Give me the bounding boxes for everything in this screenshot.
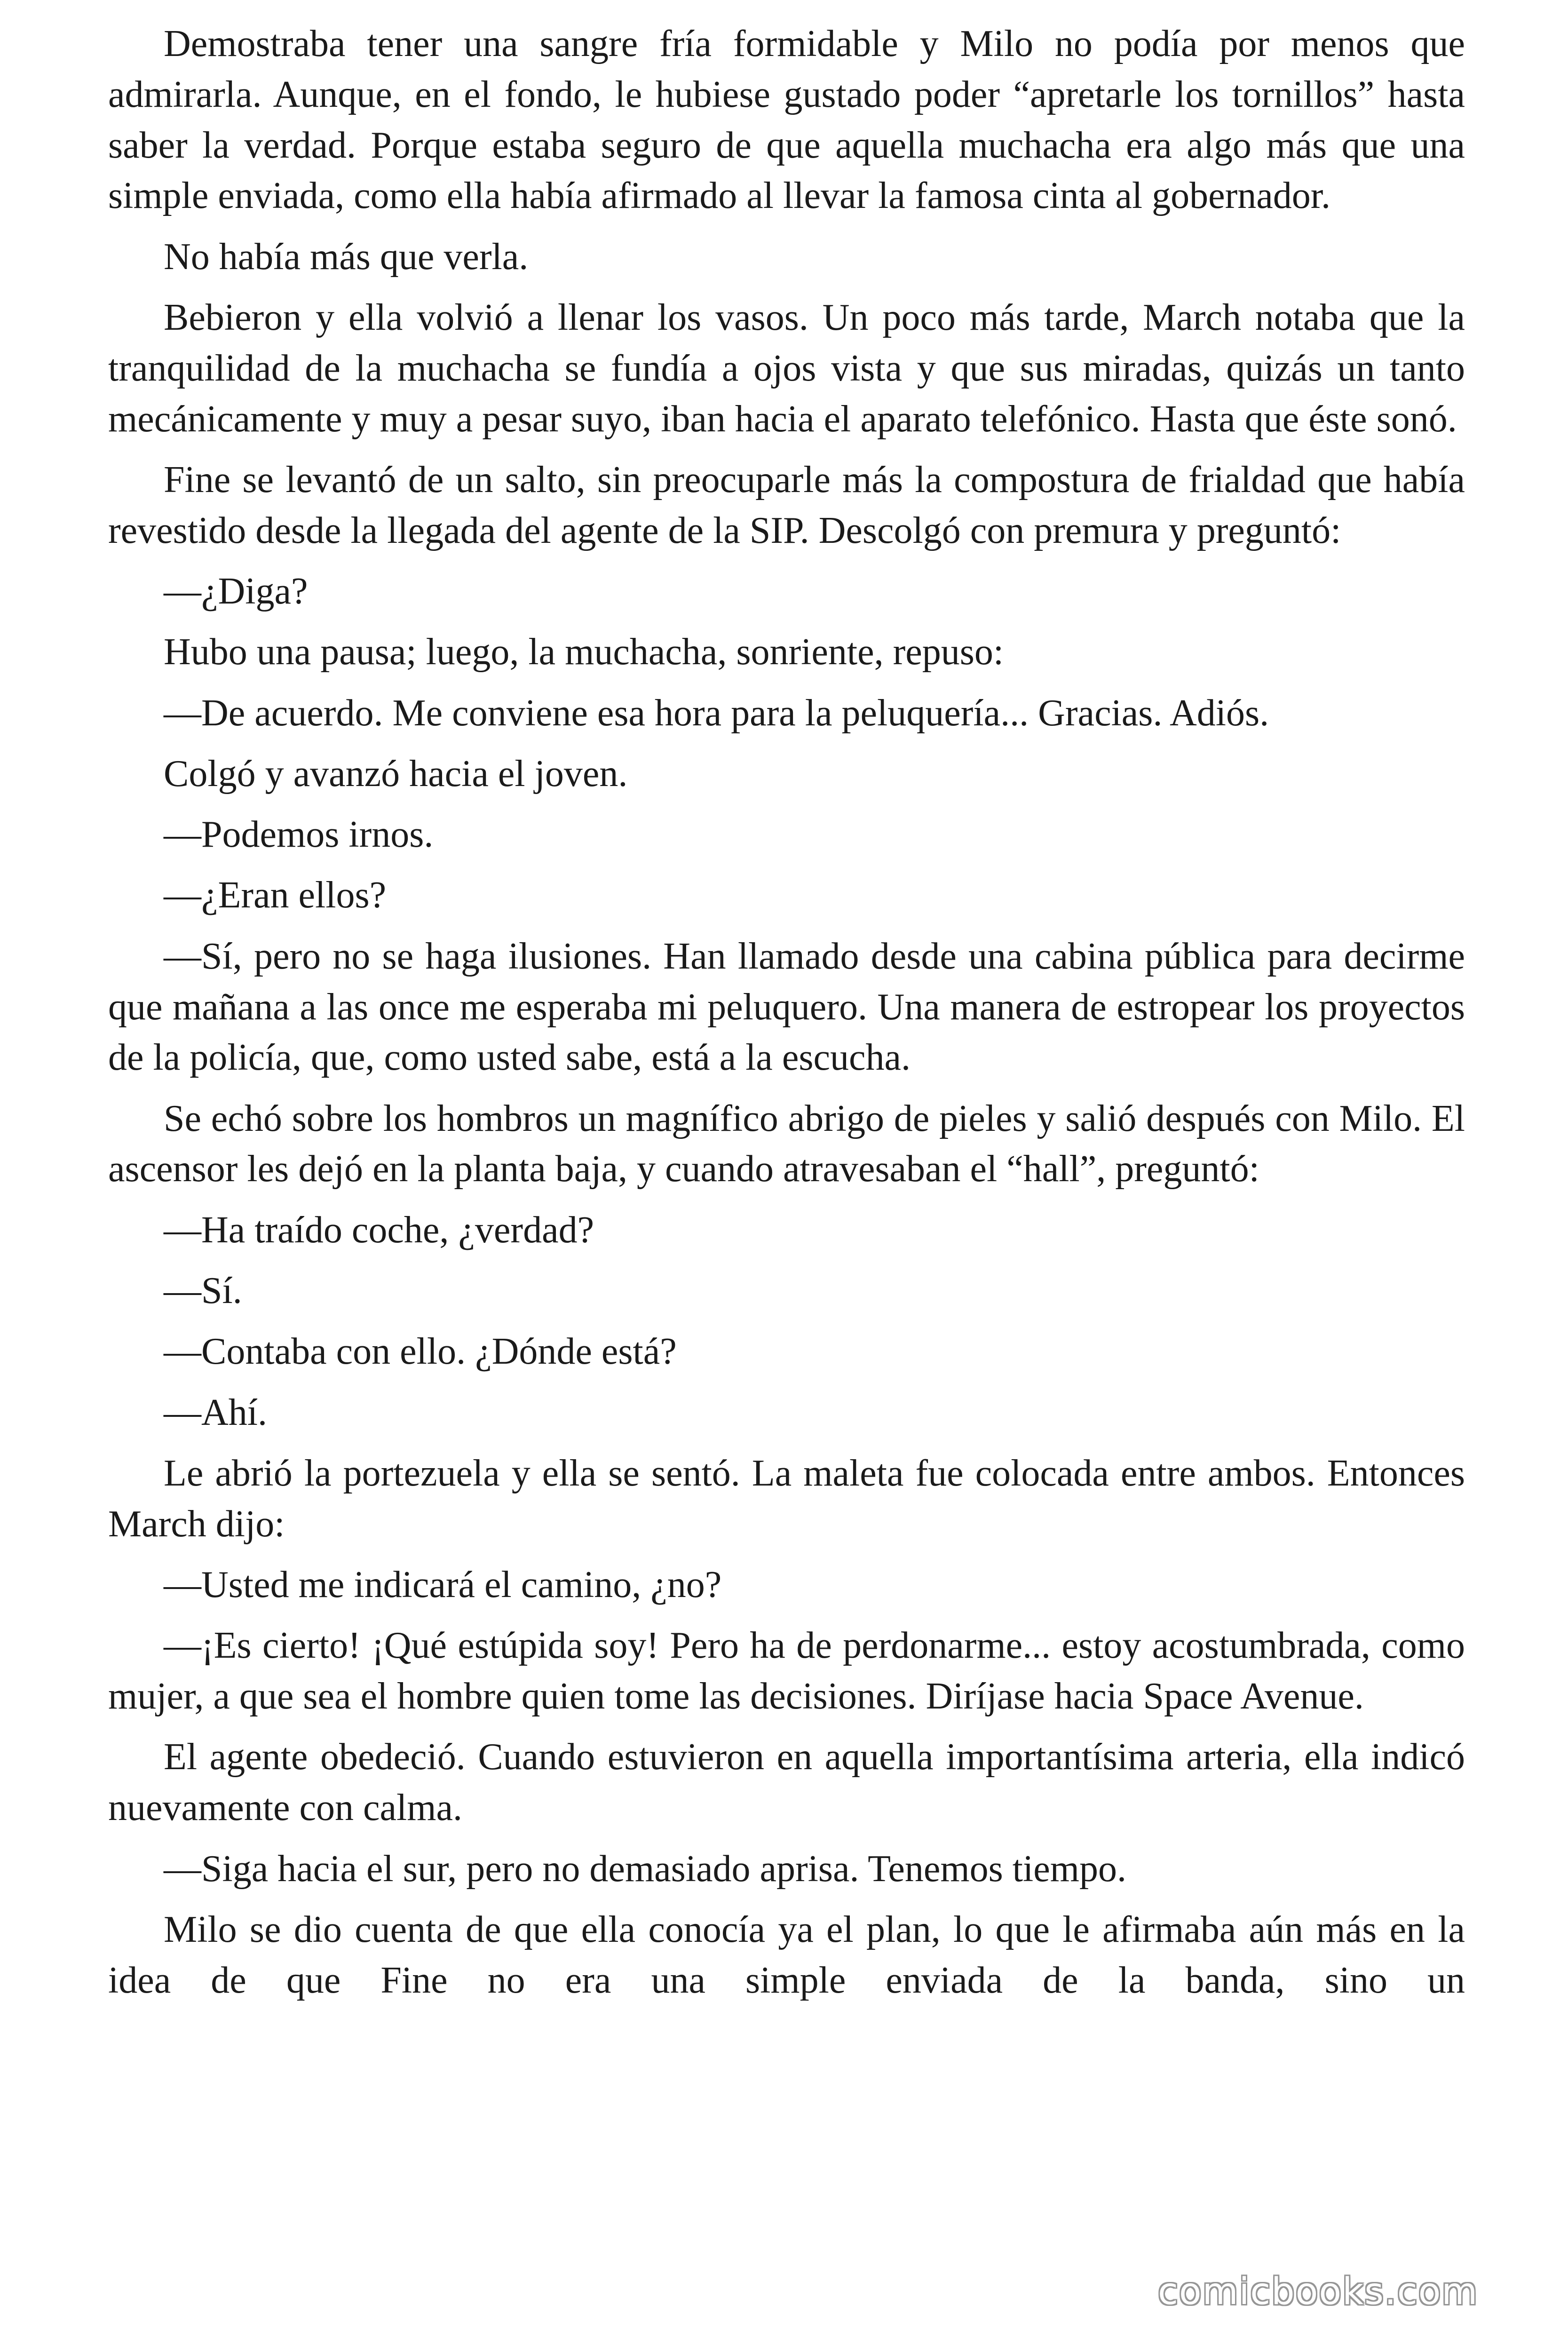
paragraph: Hubo una pausa; luego, la muchacha, sonriente, repuso: (164, 631, 1004, 673)
paragraph: —De acuerdo. Me conviene esa hora para la peluquería... Gracias. Adiós. (164, 692, 1269, 734)
paragraph: —Podemos irnos. (164, 814, 434, 856)
paragraph: —¿Eran ellos? (164, 874, 387, 916)
paragraph: —Sí. (164, 1270, 242, 1312)
paragraph: Demostraba tener una sangre fría formidable y Milo no podía por menos que admirarla. Aunque, en el fondo, le hubiese gustado poder “apretarle los tornillos” hasta saber la verdad. Porque estaba seguro de que aquella muchacha era algo más que una simple enviada, como ella había afirmado al llevar la famosa cinta al gobernador. (108, 23, 1465, 217)
paragraph: —¡Es cierto! ¡Qué estúpida soy! Pero ha de perdonarme... estoy acostumbrada, como mujer, a que sea el hombre quien tome las decisiones. Diríjase hacia Space Avenue. (108, 1625, 1465, 1717)
paragraph: —Siga hacia el sur, pero no demasiado aprisa. Tenemos tiempo. (164, 1848, 1126, 1890)
paragraph: Fine se levantó de un salto, sin preocuparle más la compostura de frialdad que había revestido desde la llegada del agente de la SIP. Descolgó con premura y preguntó: (108, 459, 1465, 551)
paragraph: Colgó y avanzó hacia el joven. (164, 753, 628, 795)
paragraph: —Usted me indicará el camino, ¿no? (164, 1564, 722, 1606)
paragraph: Se echó sobre los hombros un magnífico abrigo de pieles y salió después con Milo. El ascensor les dejó en la planta baja, y cuando atravesaban el “hall”, preguntó: (108, 1097, 1465, 1190)
watermark: comicbooks.com (1158, 2271, 1479, 2313)
paragraph: Le abrió la portezuela y ella se sentó. La maleta fue colocada entre ambos. Entonces March dijo: (108, 1452, 1465, 1545)
paragraph: —¿Diga? (164, 570, 308, 612)
paragraph: —Contaba con ello. ¿Dónde está? (164, 1331, 677, 1373)
page-body (108, 19, 1465, 2006)
paragraph: Milo se dio cuenta de que ella conocía ya el plan, lo que le afirmaba aún más en la idea de que Fine no era una simple enviada de la banda, sino un (108, 1908, 1465, 2001)
paragraph: No había más que verla. (164, 236, 529, 278)
paragraph: —Ahí. (164, 1391, 267, 1433)
paragraph: Bebieron y ella volvió a llenar los vasos. Un poco más tarde, March notaba que la tranquilidad de la muchacha se fundía a ojos vista y que sus miradas, quizás un tanto mecánicamente y muy a pesar suyo, iban hacia el aparato telefónico. Hasta que éste sonó. (108, 296, 1465, 440)
paragraph: El agente obedeció. Cuando estuvieron en aquella importantísima arteria, ella indicó nuevamente con calma. (108, 1736, 1465, 1829)
paragraph: —Ha traído coche, ¿verdad? (164, 1209, 594, 1251)
paragraph: —Sí, pero no se haga ilusiones. Han llamado desde una cabina pública para decirme que mañana a las once me esperaba mi peluquero. Una manera de estropear los proyectos de la policía, que, como usted sabe, está a la escucha. (108, 935, 1465, 1079)
